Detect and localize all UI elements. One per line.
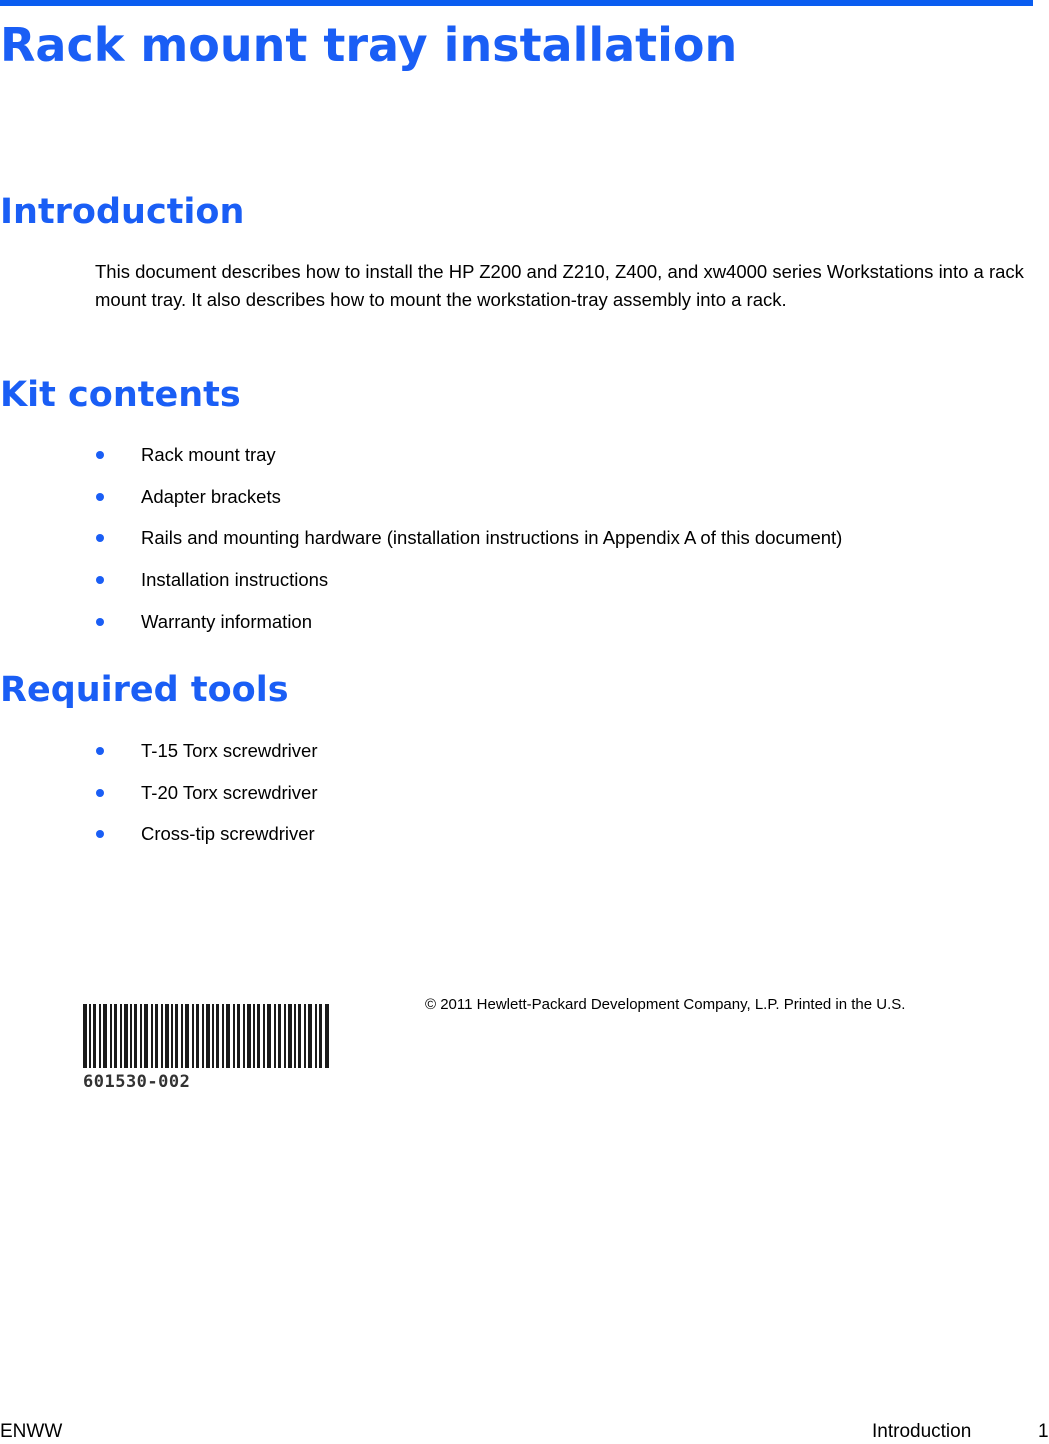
- kit-contents-heading: Kit contents: [0, 375, 241, 415]
- list-item-text: Rack mount tray: [141, 444, 276, 465]
- list-item: [95, 779, 317, 821]
- introduction-heading: Introduction: [0, 192, 245, 232]
- bullet-icon: [96, 618, 104, 626]
- footer-locale: ENWW: [0, 1421, 63, 1442]
- list-item-text: Warranty information: [141, 610, 313, 632]
- kit-contents-list: [95, 441, 842, 649]
- list-item: [95, 483, 842, 525]
- list-item-text: Cross-tip screwdriver: [141, 823, 315, 845]
- introduction-paragraph: This document describes how to install the HP Z200 and Z210, Z400, and xw4000 series Workstations into a rack mount tray. It also describes how to mount the workstation-tray assembly into a rack.: [95, 261, 1024, 310]
- top-rule: [0, 0, 1033, 6]
- bullet-icon: [96, 576, 104, 584]
- required-tools-list: [95, 737, 317, 862]
- bullet-icon: [96, 493, 104, 501]
- copyright-notice: © 2011 Hewlett-Packard Development Company, L.P. Printed in the U.S.: [425, 996, 906, 1013]
- bullet-icon: [96, 830, 104, 838]
- footer-section-name: Introduction: [872, 1421, 972, 1442]
- list-item-text: Rails and mounting hardware (installation instructions in Appendix A of this document): [141, 527, 843, 549]
- list-item-text: T-20 Torx screwdriver: [141, 781, 318, 803]
- list-item: [95, 524, 842, 566]
- barcode-number: 601530-002: [83, 1072, 191, 1092]
- list-item: [95, 608, 842, 650]
- list-item: [95, 566, 842, 608]
- bullet-icon: [96, 789, 104, 797]
- document-title: Rack mount tray installation: [0, 18, 738, 72]
- list-item-text: Installation instructions: [141, 569, 329, 591]
- bullet-icon: [96, 451, 104, 459]
- list-item: [95, 737, 317, 779]
- bullet-icon: [96, 747, 104, 755]
- list-item: [95, 441, 842, 483]
- required-tools-heading: Required tools: [0, 670, 289, 710]
- list-item-text: Adapter brackets: [141, 485, 281, 507]
- barcode-image: [83, 1004, 329, 1068]
- list-item: [95, 820, 317, 862]
- list-item-text: T-15 Torx screwdriver: [141, 740, 318, 761]
- bullet-icon: [96, 534, 104, 542]
- footer-page-number: 1: [1038, 1421, 1049, 1442]
